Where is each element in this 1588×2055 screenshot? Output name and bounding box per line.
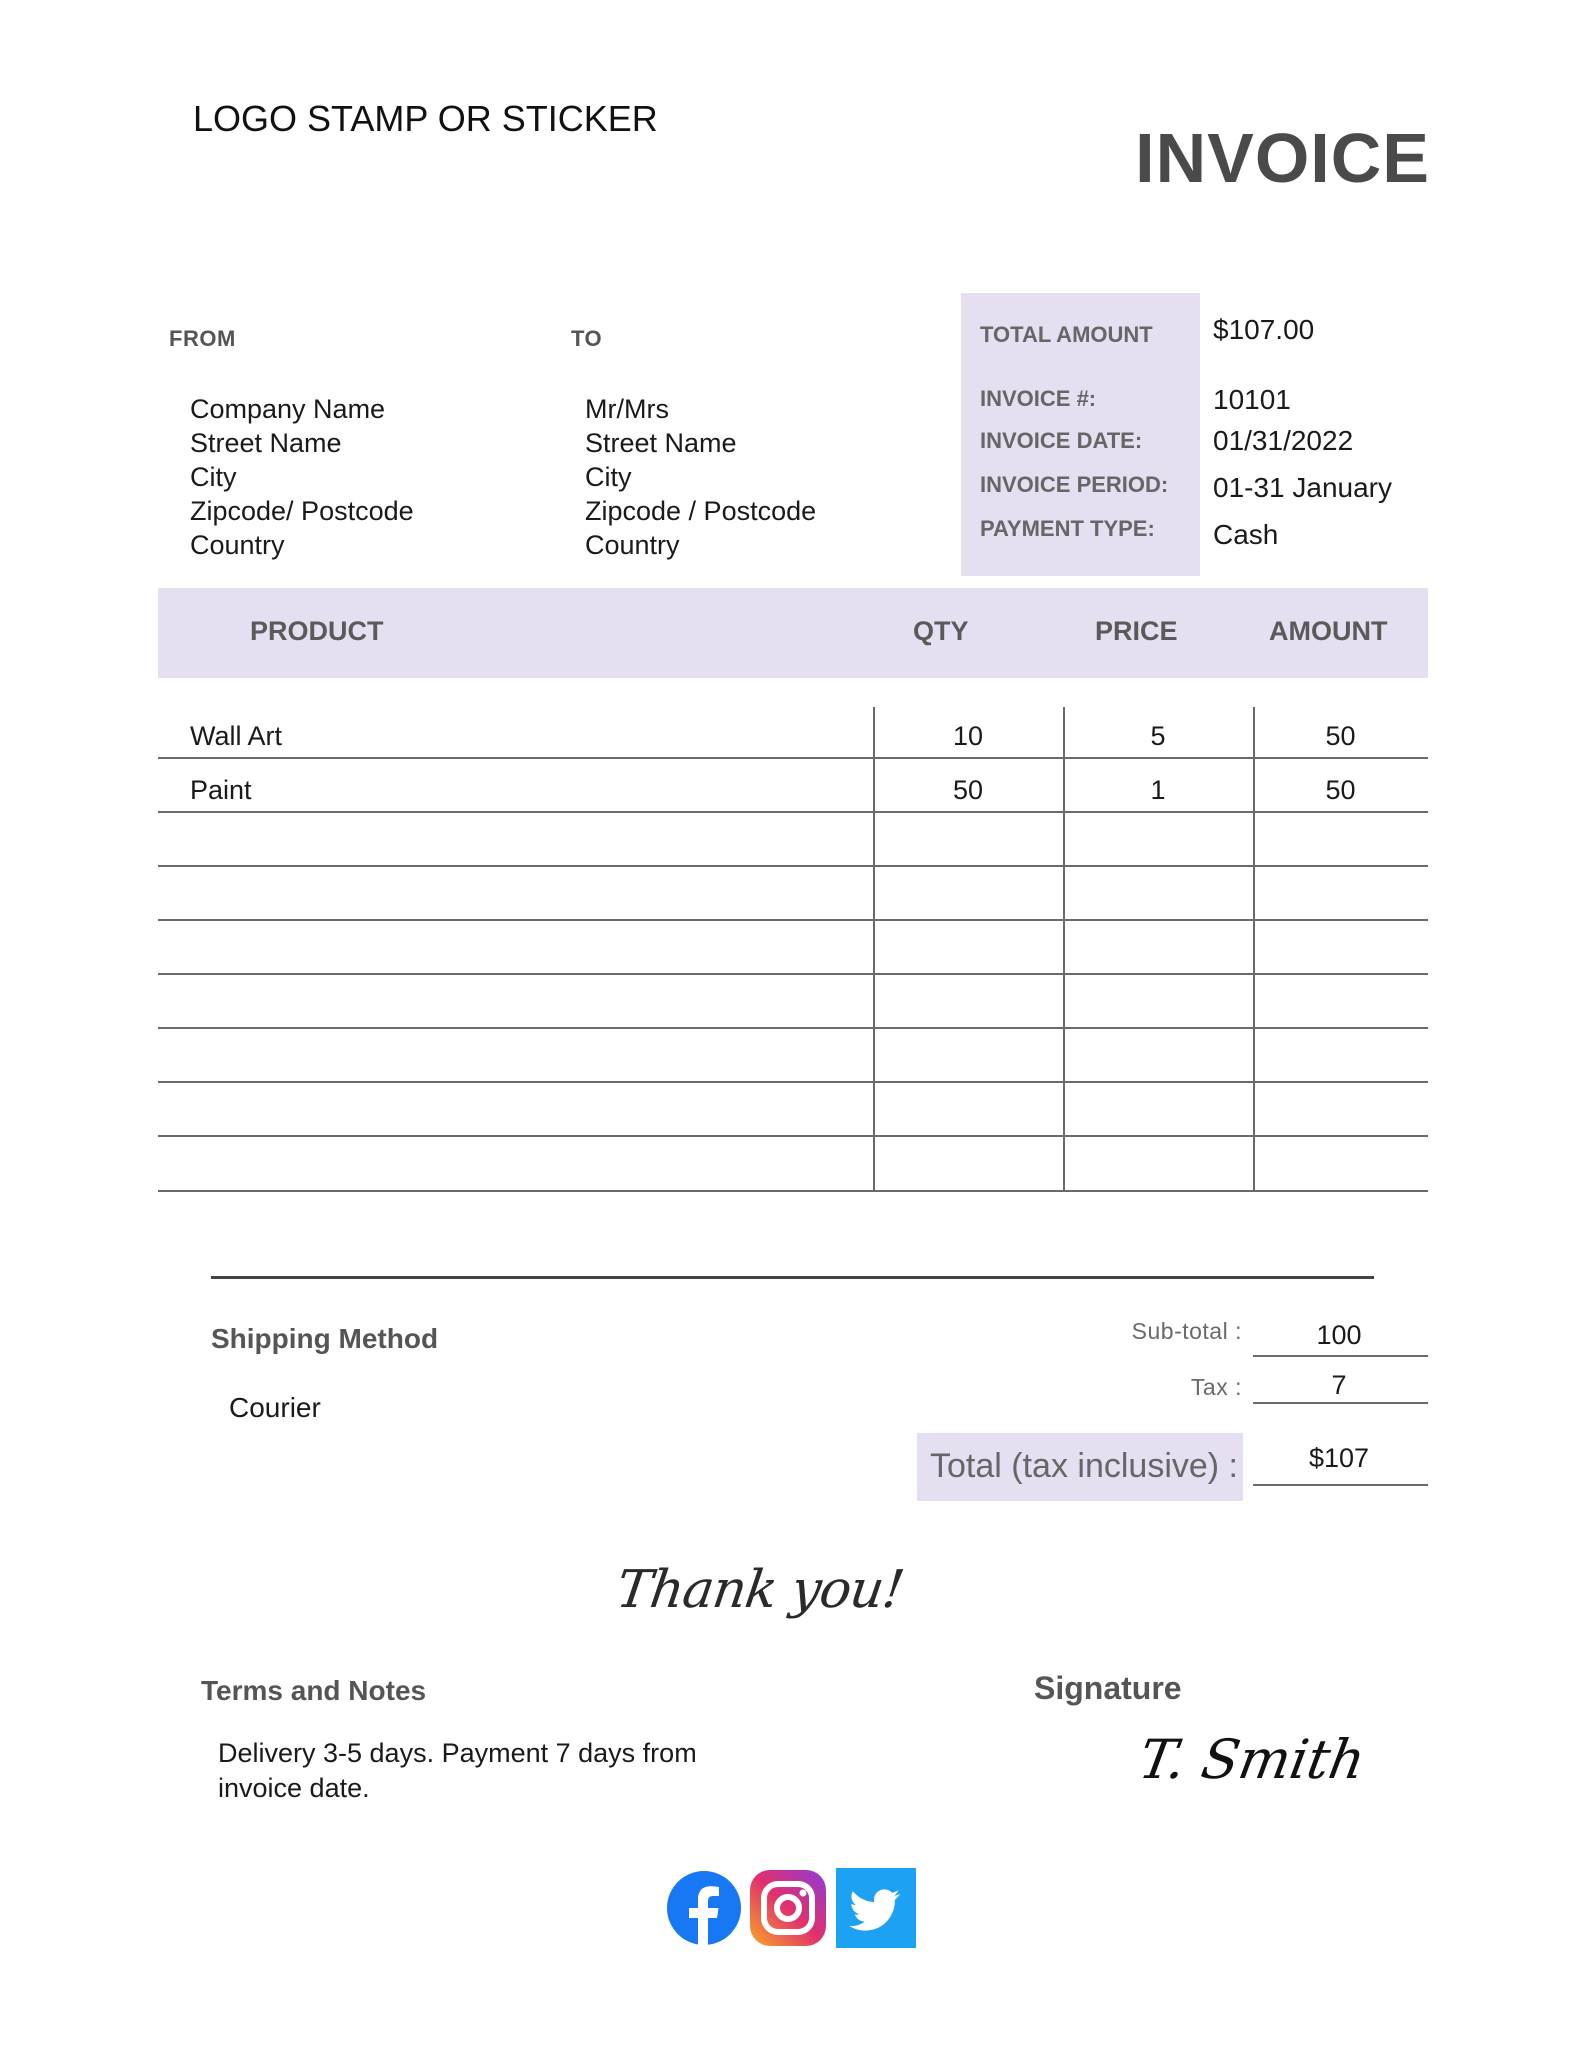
table-cell-product: Paint (190, 775, 252, 805)
invoice-period-value: 01-31 January (1213, 472, 1393, 503)
table-row-line (158, 811, 1428, 813)
from-line: Street Name (190, 428, 342, 458)
payment-type-label: PAYMENT TYPE: (980, 516, 1155, 541)
total-amount-label: TOTAL AMOUNT (980, 322, 1153, 347)
table-row-line (158, 757, 1428, 759)
tax-value: 7 (1331, 1370, 1347, 1400)
table-row-line (158, 1027, 1428, 1029)
terms-text: Delivery 3-5 days. Payment 7 days from invoice date. (218, 1738, 697, 1803)
table-row-line (158, 865, 1428, 867)
to-line: Street Name (585, 428, 737, 458)
table-cell-product: Wall Art (190, 721, 283, 751)
table-row-line (158, 973, 1428, 975)
signature-label: Signature (1034, 1670, 1182, 1706)
twitter-icon[interactable] (836, 1868, 916, 1948)
to-address (585, 392, 816, 562)
total-underline (1253, 1484, 1428, 1486)
table-cell-price: 5 (1150, 721, 1166, 751)
from-line: Country (190, 530, 285, 560)
terms-label: Terms and Notes (201, 1675, 427, 1706)
table-row-line (158, 1135, 1428, 1137)
table-column-divider (873, 707, 875, 1190)
from-line: Zipcode/ Postcode (190, 496, 414, 526)
to-line: City (585, 462, 632, 492)
table-cell-qty: 10 (952, 721, 984, 751)
from-line: City (190, 462, 237, 492)
subtotal-label: Sub-total : (1131, 1318, 1242, 1344)
invoice-title: INVOICE (1135, 119, 1430, 197)
table-header (158, 588, 1428, 678)
table-row-line (158, 1190, 1428, 1192)
invoice-number-value: 10101 (1213, 384, 1291, 415)
divider (211, 1276, 1374, 1279)
table-column-divider (1253, 707, 1255, 1190)
invoice-date-value: 01/31/2022 (1213, 425, 1354, 456)
signature-value: T. Smith (1134, 1728, 1370, 1791)
tax-underline (1253, 1402, 1428, 1404)
to-line: Zipcode / Postcode (585, 496, 817, 526)
header-product: PRODUCT (250, 616, 384, 646)
facebook-icon[interactable] (664, 1868, 744, 1948)
table-cell-qty: 50 (952, 775, 984, 805)
table-column-divider (1063, 707, 1065, 1190)
invoice-number-label: INVOICE #: (980, 386, 1097, 411)
table-row-line (158, 1081, 1428, 1083)
subtotal-underline (1253, 1355, 1428, 1357)
header-amount: AMOUNT (1269, 616, 1388, 646)
header-qty: QTY (913, 616, 969, 646)
invoice-period-label: INVOICE PERIOD: (980, 472, 1169, 497)
from-label: FROM (169, 326, 236, 351)
from-address (190, 392, 414, 562)
table-cell-amount: 50 (1325, 721, 1356, 751)
table-cell-price: 1 (1150, 775, 1166, 805)
to-line: Mr/Mrs (585, 394, 669, 424)
total-value: $107 (1308, 1443, 1370, 1473)
thank-you-text: Thank you! (612, 1560, 908, 1620)
thank-you-note (0, 1560, 1588, 1620)
to-line: Country (585, 530, 680, 560)
table-cell-amount: 50 (1325, 775, 1356, 805)
total-amount-value: $107.00 (1213, 314, 1315, 345)
shipping-method-label: Shipping Method (211, 1323, 439, 1354)
instagram-icon[interactable] (748, 1868, 828, 1948)
header-price: PRICE (1095, 616, 1178, 646)
total-label: Total (tax inclusive) : (930, 1447, 1238, 1485)
shipping-method-value: Courier (229, 1392, 321, 1423)
to-label: TO (571, 326, 603, 351)
tax-label: Tax : (1190, 1374, 1242, 1400)
invoice-date-label: INVOICE DATE: (980, 428, 1143, 453)
subtotal-value: 100 (1316, 1320, 1362, 1350)
table-row-line (158, 919, 1428, 921)
payment-type-value: Cash (1213, 519, 1279, 550)
logo-placeholder: LOGO STAMP OR STICKER (193, 98, 658, 139)
from-line: Company Name (190, 394, 386, 424)
